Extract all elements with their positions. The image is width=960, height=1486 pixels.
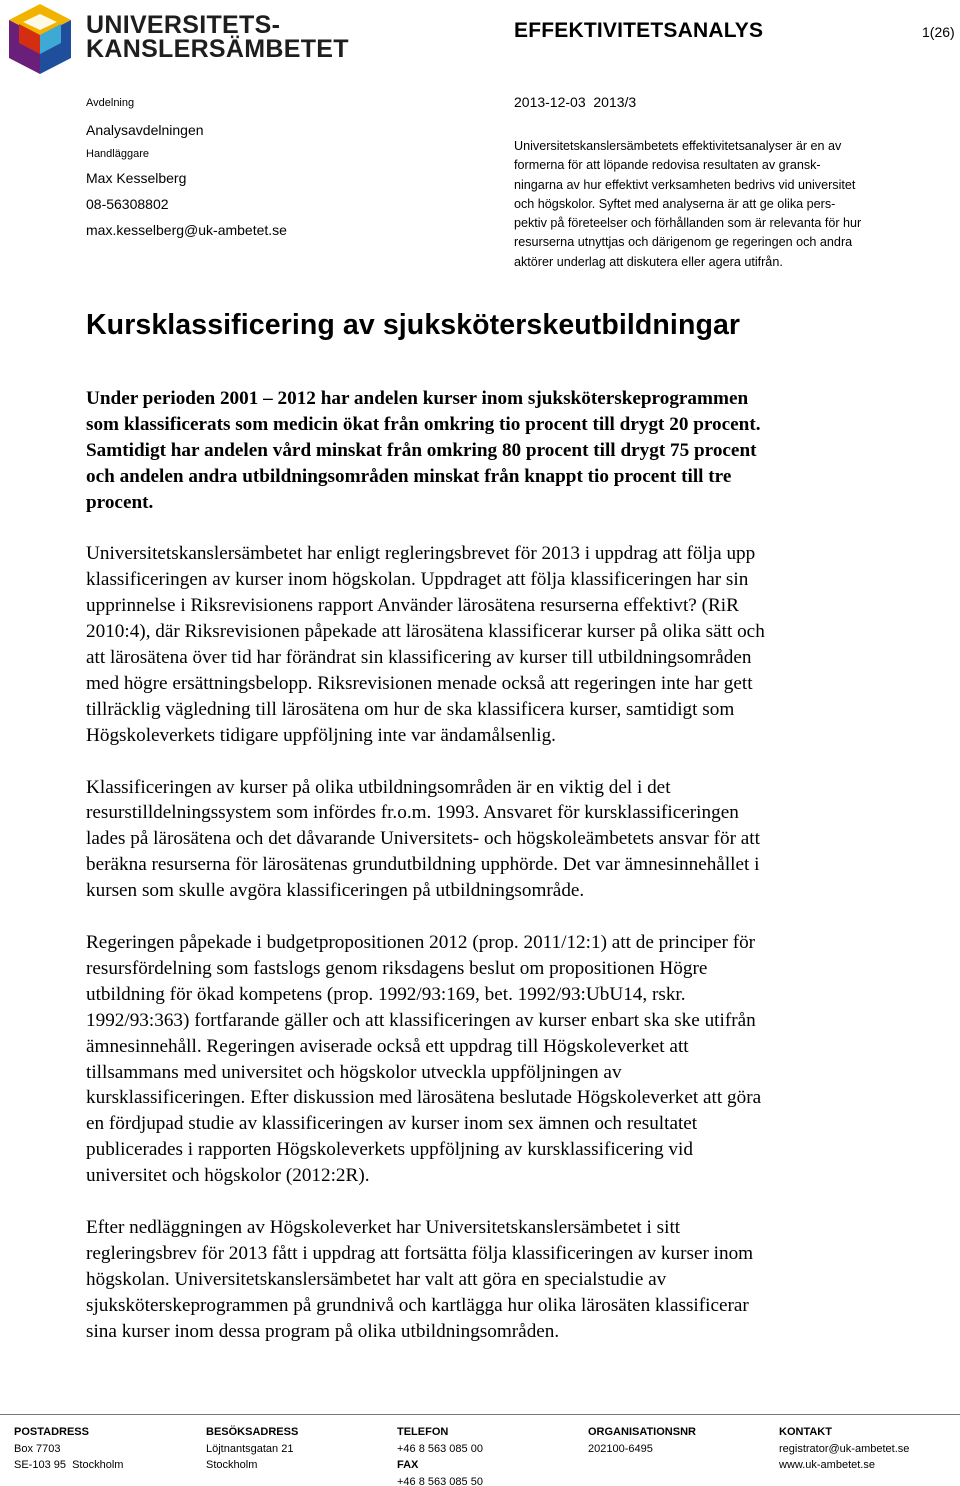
body-line: ämnesinnehåll. Regeringen aviserade också ett uppdrag till Högskoleverket att: [86, 1035, 689, 1057]
intro-line: formerna för att löpande redovisa resultaten av gransk-: [514, 158, 821, 173]
body-line: Klassificeringen av kurser på olika utbildningsområden är en viktig del i det: [86, 776, 671, 798]
footer-org-label: ORGANISATIONSNR: [588, 1426, 696, 1438]
body-line: regleringsbrev för 2013 fått i uppdrag att fortsätta följa klassificeringen av kurser inom: [86, 1242, 754, 1264]
body-paragraph: [86, 1215, 886, 1345]
footer-postal-label: POSTADRESS: [14, 1426, 89, 1438]
footer-org: [588, 1424, 696, 1457]
handler-email[interactable]: max.kesselberg@uk-ambetet.se: [86, 222, 287, 238]
body-line: universitet och högskolor (2012:2R).: [86, 1165, 370, 1187]
logo-wordmark: [86, 13, 349, 61]
intro-line: Universitetskanslersämbetets effektivitetsanalyser är en av: [514, 139, 842, 153]
body-line: som klassificerats som medicin ökat från omkring tio procent till drygt 20 procent.: [86, 413, 761, 435]
body-line: 2010:4), där Riksrevisionen påpekade att lärosätena klassificerar kurser på olika sätt och: [86, 621, 765, 643]
body-line: Samtidigt har andelen vård minskat från omkring 80 procent till drygt 75 procent: [86, 439, 757, 461]
body-line: Högskoleverkets tidigare uppföljning inte var ändamålsenlig.: [86, 724, 556, 746]
body-line: kursklassificeringen. Efter diskussion med lärosätena beslutade Högskoleverket att göra: [86, 1087, 762, 1109]
handler-phone: 08-56308802: [86, 196, 169, 212]
body-line: klassificeringen av kurser inom högskolan. Uppdraget att följa klassificeringen har sin: [86, 569, 749, 591]
body-line: 1992/93:363) fortfarande gäller och att klassificeringen av kurser enbart ska ske utifrån: [86, 1009, 756, 1031]
body-line: upprinnelse i Riksrevisionens rapport Använder lärosätena resurserna effektivt? (RiR: [86, 595, 739, 617]
lead-paragraph: [86, 386, 886, 516]
body-line: publicerades i rapporten Högskoleverkets uppföljning av kursklassificering vid: [86, 1139, 693, 1161]
intro-line: aktörer underlag att diskutera eller agera utifrån.: [514, 254, 783, 269]
document-title: Kursklassificering av sjuksköterskeutbildningar: [86, 309, 741, 341]
handler-label: Handläggare: [86, 148, 149, 160]
department-value: Analysavdelningen: [86, 122, 204, 138]
body-paragraph: [86, 541, 886, 748]
page-number: 1(26): [922, 24, 955, 40]
body-line: beräkna resurserna för lärosätenas grundutbildning upphörde. Det var ämnesinnehållet i: [86, 854, 760, 876]
footer-postal-line: Box 7703: [14, 1442, 61, 1455]
body-paragraph: [86, 775, 886, 905]
date-reference: 2013-12-03 2013/3: [514, 94, 637, 110]
footer-contact-label: KONTAKT: [779, 1426, 832, 1438]
intro-line: och högskolor. Syftet med analyserna är att ge olika pers-: [514, 196, 836, 211]
footer-postal-line: SE-103 95 Stockholm: [14, 1459, 124, 1471]
logo-mark-icon: [7, 2, 73, 76]
body-line: Universitetskanslersämbetet har enligt regleringsbrevet för 2013 i uppdrag att följa upp: [86, 543, 756, 565]
body-line: sina kurser inom dessa program på olika utbildningsområden.: [86, 1320, 560, 1342]
footer-phone-label: TELEFON: [397, 1426, 449, 1438]
body-line: och andelen andra utbildningsområden minskat från knappt tio procent till tre: [86, 465, 732, 487]
intro-text: [514, 137, 924, 272]
footer-fax-label: FAX: [397, 1459, 419, 1471]
footer-phone-number: +46 8 563 085 00: [397, 1442, 483, 1455]
footer-visit: [206, 1424, 298, 1474]
footer-contact-email[interactable]: registrator@uk-ambetet.se: [779, 1442, 910, 1455]
body-line: Efter nedläggningen av Högskoleverket har Universitetskanslersämbetet i sitt: [86, 1216, 681, 1238]
body-line: tillräcklig vägledning till lärosätena om hur de ska klassificera kurser, samtidigt som: [86, 698, 735, 720]
body-line: en fördjupad studie av klassificeringen av kurser inom sex ämnen och resultatet: [86, 1113, 698, 1135]
handler-name: Max Kesselberg: [86, 170, 187, 186]
document-body: [86, 386, 886, 1370]
footer-visit-label: BESÖKSADRESS: [206, 1426, 299, 1438]
body-line: sjuksköterskeprogrammen på grundnivå och kartlägga hur olika lärosäten klassificerar: [86, 1294, 749, 1316]
footer-fax-number: +46 8 563 085 50: [397, 1475, 483, 1486]
body-line: att lärosätena över tid har förändrat sin klassificering av kurser till utbildningsområden: [86, 647, 752, 669]
logo-line-2: KANSLERSÄMBETET: [86, 35, 349, 63]
footer-phone: [397, 1424, 483, 1486]
footer-visit-line: Stockholm: [206, 1459, 258, 1471]
body-line: tillsammans med universitet och högskolor utveckla uppföljningen av: [86, 1061, 622, 1083]
body-line: kursen som skulle avgöra klassificeringen på utbildningsområde.: [86, 880, 585, 902]
body-line: med högre ersättningsbelopp. Riksrevisionen menade också att regeringen inte har gett: [86, 672, 753, 694]
logo-line-1: UNIVERSITETS-: [86, 11, 281, 39]
footer-contact: [779, 1424, 909, 1474]
footer-postal: [14, 1424, 123, 1474]
footer-divider: [0, 1414, 960, 1415]
body-line: resursfördelning som fastslogs genom riksdagens beslut om propositionen Högre: [86, 957, 708, 979]
body-line: Regeringen påpekade i budgetpropositionen 2012 (prop. 2011/12:1) att de principer för: [86, 931, 756, 953]
body-line: högskolan. Universitetskanslersämbetet har valt att göra en specialstudie av: [86, 1268, 667, 1290]
body-line: Under perioden 2001 – 2012 har andelen kurser inom sjuksköterskeprogrammen: [86, 388, 749, 409]
footer-contact-web[interactable]: www.uk-ambetet.se: [779, 1459, 875, 1471]
intro-line: ningarna av hur effektivt verksamheten bedrivs vid universitet: [514, 177, 856, 192]
body-line: lades på lärosätena och det dåvarande Universitets- och högskoleämbetets ansvar för att: [86, 828, 760, 850]
body-line: resurstilldelningssystem som infördes fr.o.m. 1993. Ansvaret för kursklassificeringen: [86, 802, 739, 824]
document-type: EFFEKTIVITETSANALYS: [514, 19, 764, 42]
intro-line: pektiv på företeelser och förhållanden som är relevanta för hur: [514, 216, 862, 231]
body-line: utbildning för ökad kompetens (prop. 1992/93:169, bet. 1992/93:UbU14, rskr.: [86, 983, 686, 1005]
body-paragraph: [86, 930, 886, 1189]
department-label: Avdelning: [86, 97, 135, 109]
body-line: procent.: [86, 491, 154, 513]
footer-visit-line: Löjtnantsgatan 21: [206, 1442, 294, 1455]
intro-line: resurserna utnyttjas och därigenom ge regeringen och andra: [514, 235, 853, 250]
footer-org-number: 202100-6495: [588, 1442, 653, 1455]
